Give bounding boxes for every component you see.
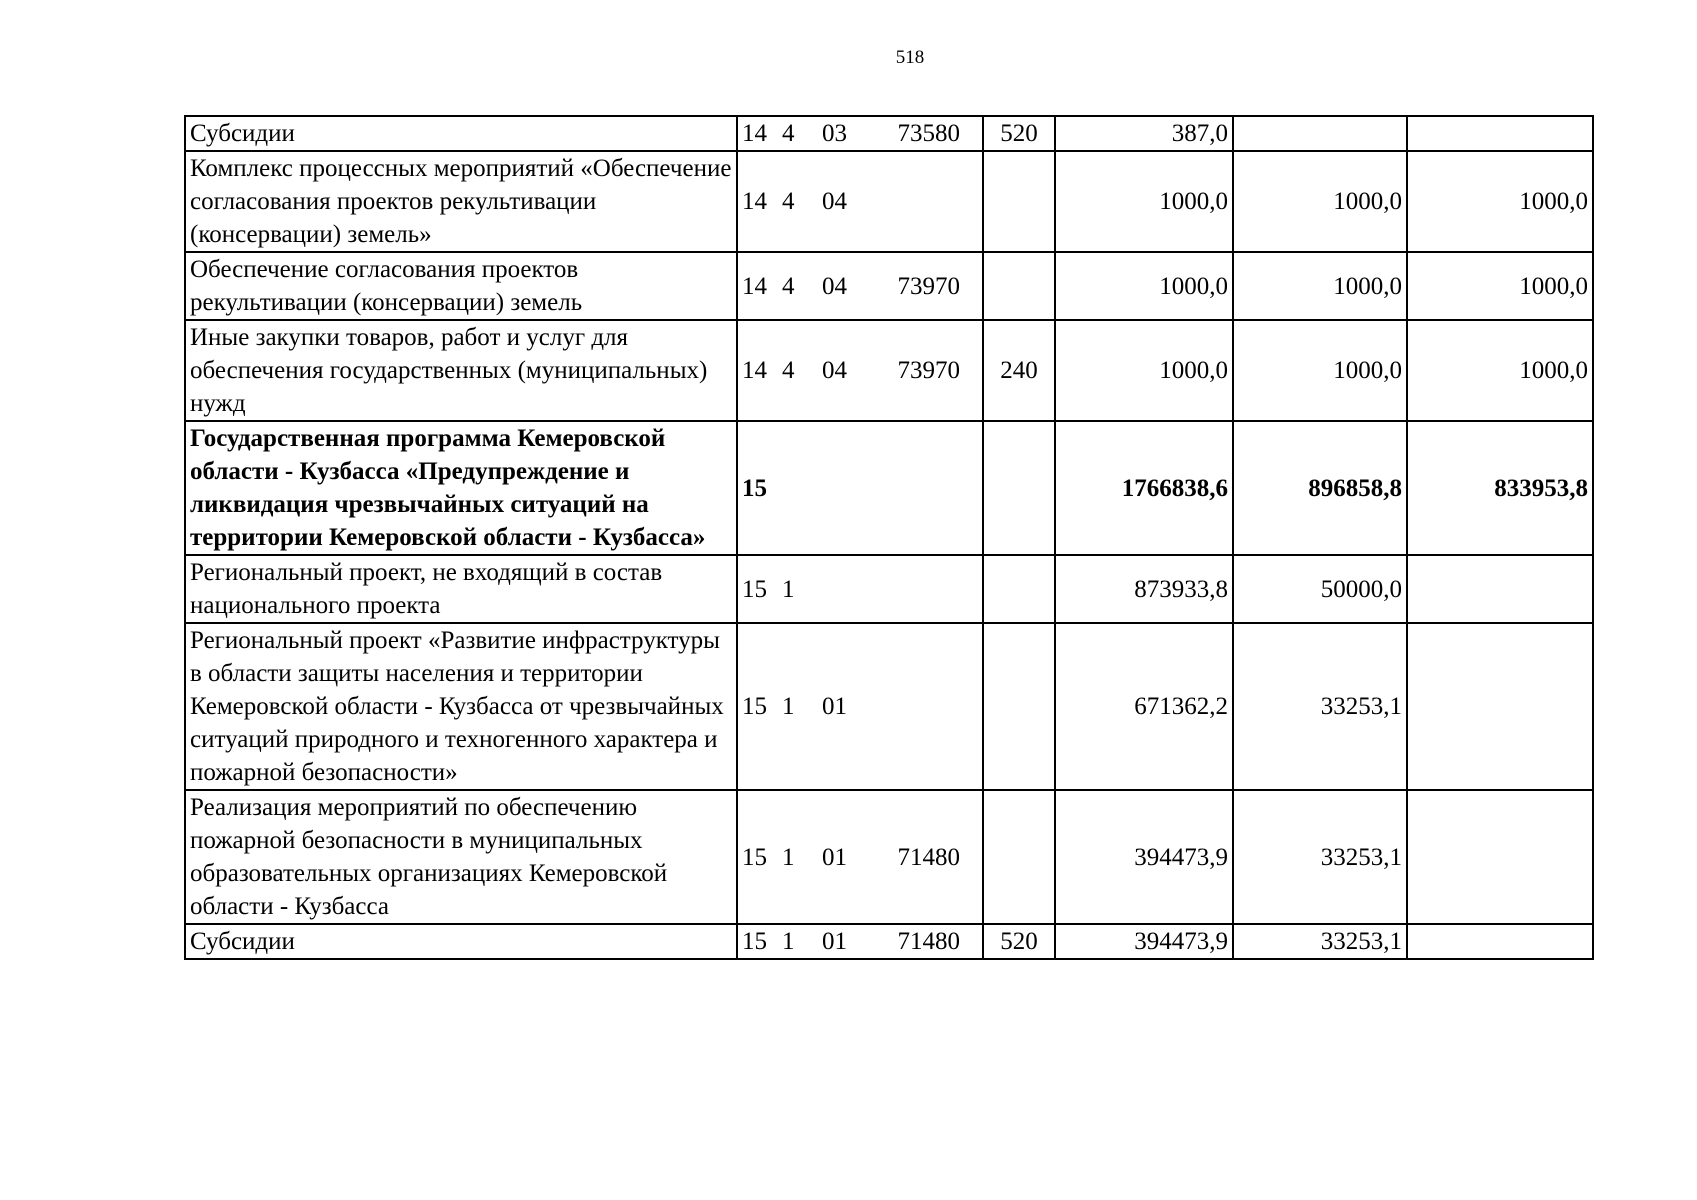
row-name: Региональный проект «Развитие инфраструктуры в области защиты населения и территории Кемеровской области - Кузбасса от чрезвычайных ситуаций природного и техногенного характера и пожарной безопасности» (185, 623, 737, 790)
code-part-c4: 71480 (897, 928, 960, 955)
amount-year-3 (1407, 924, 1593, 959)
amount-year-3 (1407, 790, 1593, 924)
expense-type-code (983, 555, 1055, 623)
amount-year-3: 1000,0 (1407, 320, 1593, 421)
row-name: Субсидии (185, 116, 737, 151)
amount-year-1: 1000,0 (1055, 320, 1233, 421)
code-part-c1: 15 (742, 474, 767, 502)
code-part-c1: 15 (742, 843, 767, 871)
code-part-c2: 1 (782, 928, 795, 955)
amount-year-2: 33253,1 (1233, 623, 1407, 790)
code-part-c4: 73970 (897, 357, 960, 384)
expense-type-code (983, 421, 1055, 555)
amount-year-2: 1000,0 (1233, 151, 1407, 252)
code-part-c4: 71480 (897, 843, 960, 871)
target-article-code (737, 252, 983, 320)
expense-type-code: 520 (983, 116, 1055, 151)
code-part-c3: 01 (822, 843, 847, 871)
target-article-code (737, 555, 983, 623)
row-name: Государственная программа Кемеровской области - Кузбасса «Предупреждение и ликвидация чрезвычайных ситуаций на территории Кемеровской области - Кузбасса» (185, 421, 737, 555)
amount-year-1: 1766838,6 (1055, 421, 1233, 555)
table-row (185, 151, 1593, 252)
code-part-c1: 15 (742, 693, 767, 720)
amount-year-1: 873933,8 (1055, 555, 1233, 623)
code-part-c2: 1 (782, 575, 795, 603)
code-part-c4: 73580 (897, 120, 960, 147)
table-body (185, 116, 1593, 959)
target-article-code (737, 623, 983, 790)
amount-year-2: 33253,1 (1233, 790, 1407, 924)
amount-year-2: 1000,0 (1233, 320, 1407, 421)
table-row (185, 421, 1593, 555)
expense-type-code (983, 790, 1055, 924)
row-name: Реализация мероприятий по обеспечению пожарной безопасности в муниципальных образовательных организациях Кемеровской области - Кузбасса (185, 790, 737, 924)
code-part-c3: 03 (822, 120, 847, 147)
code-part-c3: 04 (822, 357, 847, 384)
amount-year-3 (1407, 116, 1593, 151)
expense-type-code: 240 (983, 320, 1055, 421)
amount-year-3 (1407, 555, 1593, 623)
row-name: Субсидии (185, 924, 737, 959)
code-part-c2: 4 (782, 357, 795, 384)
table-row (185, 790, 1593, 924)
amount-year-1: 394473,9 (1055, 790, 1233, 924)
code-part-c1: 14 (742, 272, 767, 300)
target-article-code (737, 924, 983, 959)
amount-year-1: 394473,9 (1055, 924, 1233, 959)
code-part-c3: 04 (822, 272, 847, 300)
expense-type-code (983, 623, 1055, 790)
table-row (185, 924, 1593, 959)
amount-year-2 (1233, 116, 1407, 151)
target-article-code (737, 790, 983, 924)
target-article-code (737, 151, 983, 252)
amount-year-1: 1000,0 (1055, 252, 1233, 320)
amount-year-3: 1000,0 (1407, 151, 1593, 252)
table-row (185, 252, 1593, 320)
code-part-c1: 14 (742, 188, 767, 215)
table-row (185, 623, 1593, 790)
amount-year-3: 833953,8 (1407, 421, 1593, 555)
target-article-code (737, 421, 983, 555)
amount-year-2: 33253,1 (1233, 924, 1407, 959)
row-name: Иные закупки товаров, работ и услуг для обеспечения государственных (муниципальных) нужд (185, 320, 737, 421)
table-row (185, 555, 1593, 623)
expense-type-code (983, 151, 1055, 252)
code-part-c1: 15 (742, 575, 767, 603)
code-part-c2: 4 (782, 120, 795, 147)
expense-type-code (983, 252, 1055, 320)
amount-year-3 (1407, 623, 1593, 790)
code-part-c1: 15 (742, 928, 767, 955)
code-part-c2: 4 (782, 188, 795, 215)
expense-type-code: 520 (983, 924, 1055, 959)
code-part-c3: 04 (822, 188, 847, 215)
code-part-c4: 73970 (897, 272, 960, 300)
row-name: Обеспечение согласования проектов рекультивации (консервации) земель (185, 252, 737, 320)
code-part-c2: 4 (782, 272, 795, 300)
budget-table (184, 115, 1594, 960)
row-name: Комплекс процессных мероприятий «Обеспечение согласования проектов рекультивации (консервации) земель» (185, 151, 737, 252)
code-part-c1: 14 (742, 120, 767, 147)
target-article-code (737, 320, 983, 421)
page-number: 518 (895, 47, 925, 68)
amount-year-2: 896858,8 (1233, 421, 1407, 555)
code-part-c3: 01 (822, 928, 847, 955)
amount-year-1: 671362,2 (1055, 623, 1233, 790)
table-row (185, 320, 1593, 421)
row-name: Региональный проект, не входящий в состав национального проекта (185, 555, 737, 623)
amount-year-1: 1000,0 (1055, 151, 1233, 252)
amount-year-2: 50000,0 (1233, 555, 1407, 623)
amount-year-2: 1000,0 (1233, 252, 1407, 320)
code-part-c2: 1 (782, 693, 795, 720)
code-part-c2: 1 (782, 843, 795, 871)
code-part-c1: 14 (742, 357, 767, 384)
target-article-code (737, 116, 983, 151)
amount-year-3: 1000,0 (1407, 252, 1593, 320)
code-part-c3: 01 (822, 693, 847, 720)
table-row (185, 116, 1593, 151)
amount-year-1: 387,0 (1055, 116, 1233, 151)
